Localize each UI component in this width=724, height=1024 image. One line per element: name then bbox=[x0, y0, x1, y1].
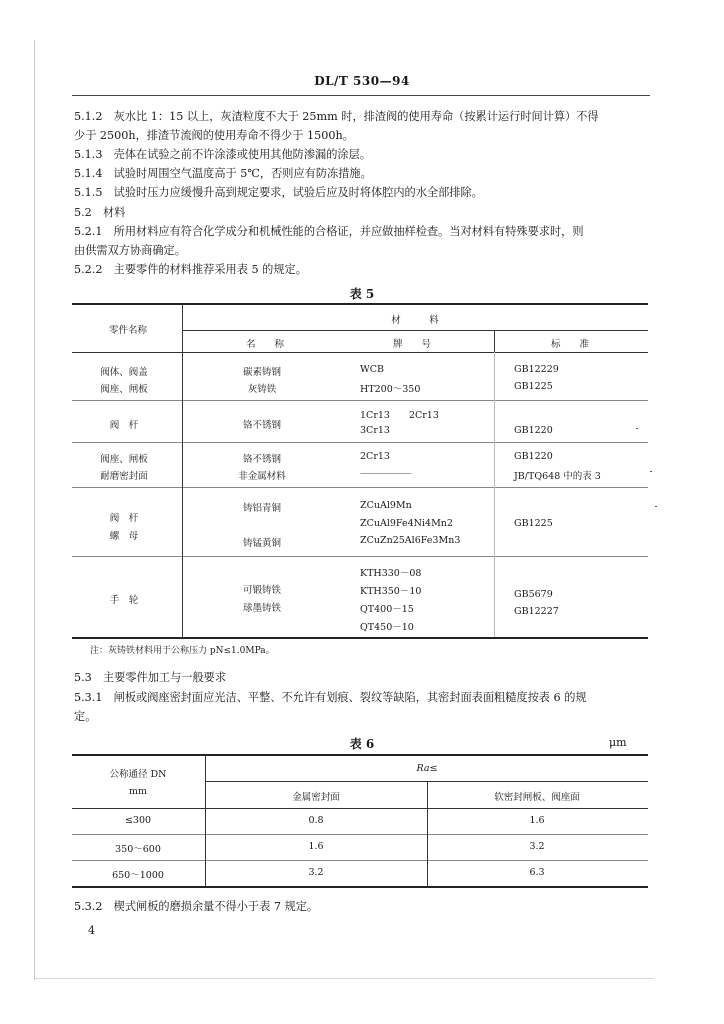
table5-grade: HT200～350 bbox=[360, 384, 421, 395]
table6-row-rule bbox=[72, 860, 648, 861]
table5-part: 手 轮 bbox=[109, 595, 139, 606]
clause-5-1-3: 5.1.3 壳体在试验之前不许涂漆或使用其他防渗漏的涂层。 bbox=[74, 148, 371, 161]
table5-standard: GB1220 bbox=[514, 451, 553, 462]
table6-top-rule bbox=[72, 754, 648, 756]
table5-col-divider bbox=[182, 303, 183, 637]
table5-name: 铸铝青铜 bbox=[242, 503, 282, 514]
table5-name: 灰铸铁 bbox=[247, 384, 277, 395]
table5-standard: GB1220 bbox=[514, 425, 553, 436]
table5-part: 阀座、闸板 bbox=[100, 454, 148, 465]
table5-name: 铬不锈钢 bbox=[242, 420, 282, 431]
table6-metal: 3.2 bbox=[308, 867, 324, 878]
table5-name: 铬不锈钢 bbox=[242, 454, 282, 465]
table6-dn: ≤300 bbox=[124, 815, 152, 826]
table5-head-material: 材 料 bbox=[391, 315, 439, 326]
table5-bottom-rule bbox=[72, 637, 648, 639]
clause-5-1-2-line1: 5.1.2 灰水比 1：15 以上，灰渣粒度不大于 25mm 时，排渣阀的使用寿命（按累计运行时间计算）不得 bbox=[74, 110, 599, 123]
table5-grade: QT450－10 bbox=[360, 622, 414, 633]
table6-metal: 1.6 bbox=[308, 841, 324, 852]
table6-metal: 0.8 bbox=[308, 815, 324, 826]
table6-header-bottom-rule bbox=[72, 808, 648, 809]
table5-header-bottom-rule bbox=[72, 352, 648, 353]
table5-grade: 2Cr13 bbox=[360, 451, 390, 462]
table6-dn: 650～1000 bbox=[112, 870, 164, 881]
table6-head-metal: 金属密封面 bbox=[292, 792, 340, 803]
table5-grade: —————— bbox=[360, 468, 411, 479]
table5-part: 阀体、阀盖 bbox=[100, 367, 148, 378]
table5-grade: KTH330－08 bbox=[360, 568, 422, 579]
table6-unit: μm bbox=[609, 736, 627, 749]
clause-5-2-1-line2: 由供需双方协商确定。 bbox=[74, 244, 186, 257]
table5-standard: GB12229 bbox=[514, 364, 559, 375]
table5-grade: 3Cr13 bbox=[360, 425, 390, 436]
table5-grade: 1Cr13 2Cr13 bbox=[360, 410, 439, 421]
scan-speck bbox=[650, 471, 652, 472]
clause-5-2-2: 5.2.2 主要零件的材料推荐采用表 5 的规定。 bbox=[74, 263, 307, 276]
table6-head-soft: 软密封闸板、阀座面 bbox=[494, 792, 580, 803]
table5-head-part: 零件名称 bbox=[108, 325, 148, 336]
table5-part: 螺 母 bbox=[109, 531, 139, 542]
doc-header: DL/T 530—94 bbox=[314, 74, 410, 88]
table5-head-name: 名 称 bbox=[245, 339, 285, 350]
table5-header-mid-rule bbox=[182, 330, 648, 331]
table5-name: 非金属材料 bbox=[238, 471, 286, 482]
table5-col-divider bbox=[494, 352, 495, 637]
table5-grade: ZCuAl9Mn bbox=[360, 500, 412, 511]
table6-soft: 6.3 bbox=[529, 867, 545, 878]
table5-row-rule bbox=[72, 556, 648, 557]
clause-5-3-1-line2: 定。 bbox=[74, 710, 97, 723]
clause-5-3-1-line1: 5.3.1 闸板或阀座密封面应光洁、平整、不允许有划痕、裂纹等缺陷，其密封面表面粗糙度按表 6 的规 bbox=[74, 691, 587, 704]
table5-part: 阀 杆 bbox=[109, 513, 139, 524]
table5-standard: GB1225 bbox=[514, 518, 553, 529]
table5-grade: WCB bbox=[360, 364, 385, 375]
clause-5-1-5: 5.1.5 试验时压力应缓慢升高到规定要求，试验后应及时将体腔内的水全部排除。 bbox=[74, 186, 483, 199]
table5-row-rule bbox=[72, 400, 648, 401]
table6-row-rule bbox=[72, 834, 648, 835]
table5-part: 阀 杆 bbox=[109, 420, 139, 431]
table5-row-rule bbox=[72, 487, 648, 488]
scan-speck bbox=[655, 506, 657, 507]
table6-head-ra: Ra≤ bbox=[416, 763, 438, 774]
table5-grade: ZCuAl9Fe4Ni4Mn2 bbox=[360, 518, 453, 529]
clause-5-1-2-line2: 少于 2500h，排渣节流阀的使用寿命不得少于 1500h。 bbox=[74, 129, 354, 142]
table5-note: 注：灰铸铁材料用于公称压力 pN≤1.0MPa。 bbox=[90, 646, 275, 656]
page-left-edge bbox=[34, 40, 35, 980]
table5-part: 耐磨密封面 bbox=[100, 471, 148, 482]
table5-name: 可锻铸铁 bbox=[242, 585, 282, 596]
clause-5-1-4: 5.1.4 试验时周围空气温度高于 5℃，否则应有防冻措施。 bbox=[74, 167, 372, 180]
table6-col-divider bbox=[427, 781, 428, 886]
page-number: 4 bbox=[88, 924, 95, 937]
table5-head-grade: 牌 号 bbox=[392, 339, 432, 350]
table6-head-dn-unit: mm bbox=[128, 786, 148, 797]
table5-standard: GB5679 bbox=[514, 589, 553, 600]
table5-row-rule bbox=[72, 442, 648, 443]
table5-caption: 表 5 bbox=[349, 287, 375, 301]
section-5-3-heading: 5.3 主要零件加工与一般要求 bbox=[74, 671, 227, 684]
table6-soft: 1.6 bbox=[529, 815, 545, 826]
table6-head-dn: 公称通径 DN bbox=[109, 769, 167, 780]
table5-standard: JB/TQ648 中的表 3 bbox=[514, 471, 601, 482]
header-rule bbox=[72, 95, 650, 96]
table6-caption: 表 6 bbox=[349, 737, 375, 751]
table5-grade: QT400－15 bbox=[360, 604, 414, 615]
section-5-2-heading: 5.2 材料 bbox=[74, 206, 126, 219]
table5-part: 阀座、闸板 bbox=[100, 384, 148, 395]
table5-name: 碳素铸钢 bbox=[242, 367, 282, 378]
table5-top-rule bbox=[72, 303, 648, 305]
table5-head-standard: 标 准 bbox=[550, 339, 590, 350]
table6-dn: 350～600 bbox=[115, 844, 161, 855]
page-bottom-edge bbox=[34, 978, 654, 979]
table6-col-divider bbox=[205, 754, 206, 886]
table6-bottom-rule bbox=[72, 886, 648, 888]
table5-standard: GB1225 bbox=[514, 381, 553, 392]
scan-speck bbox=[636, 428, 638, 429]
table5-grade: KTH350－10 bbox=[360, 586, 422, 597]
table5-grade: ZCuZn25Al6Fe3Mn3 bbox=[360, 535, 461, 546]
clause-5-3-2: 5.3.2 楔式闸板的磨损余量不得小于表 7 规定。 bbox=[74, 900, 319, 913]
table5-standard: GB12227 bbox=[514, 606, 559, 617]
table5-name: 铸锰黄铜 bbox=[242, 538, 282, 549]
table6-soft: 3.2 bbox=[529, 841, 545, 852]
table5-col-divider bbox=[494, 330, 495, 352]
table5-name: 球墨铸铁 bbox=[242, 603, 282, 614]
clause-5-2-1-line1: 5.2.1 所用材料应有符合化学成分和机械性能的合格证，并应做抽样检查。当对材料有特殊要求时，则 bbox=[74, 225, 584, 238]
